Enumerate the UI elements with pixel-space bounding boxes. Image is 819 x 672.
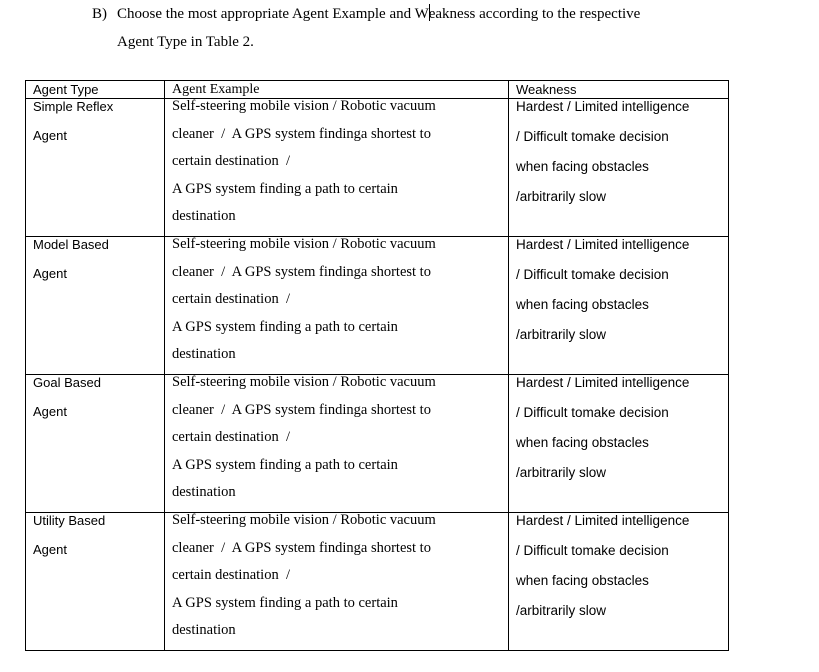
agent-example-cell[interactable] <box>165 513 509 651</box>
weakness-cell[interactable] <box>509 99 729 237</box>
agent-example-line: Self-steering mobile vision / Robotic vacuum <box>172 374 436 390</box>
weakness-line: when facing obstacles <box>516 573 649 588</box>
weakness-line: / Difficult tomake decision <box>516 267 669 282</box>
question-line-1-end: eakness according to the respective <box>428 6 641 22</box>
agent-example-cell[interactable] <box>165 99 509 237</box>
agent-example-line: certain destination / <box>172 567 290 583</box>
agent-example-line: A GPS system finding a path to certain <box>172 456 398 473</box>
question-number: B) <box>92 6 107 22</box>
agent-example-line: destination <box>172 484 236 500</box>
agent-example-line: destination <box>172 622 236 638</box>
weakness-line: / Difficult tomake decision <box>516 405 669 420</box>
agent-example-line: certain destination / <box>172 291 290 307</box>
weakness-cell[interactable] <box>509 237 729 375</box>
agent-type-cell[interactable] <box>26 513 165 651</box>
agent-example-line: destination <box>172 208 236 224</box>
weakness-line: Hardest / Limited intelligence <box>516 375 690 390</box>
agent-type-line: Utility Based <box>33 513 106 528</box>
agent-example-cell[interactable] <box>165 375 509 513</box>
agent-type-line: Agent <box>33 542 67 557</box>
weakness-line: /arbitrarily slow <box>516 603 607 618</box>
weakness-line: when facing obstacles <box>516 297 649 312</box>
agent-example-line: cleaner / A GPS system findinga shortest to <box>172 539 431 556</box>
question-line-1-start: Choose the most appropriate Agent Example and W <box>117 6 429 22</box>
agent-example-line: cleaner / A GPS system findinga shortest to <box>172 263 431 280</box>
agent-example-line: certain destination / <box>172 429 290 445</box>
weakness-line: Hardest / Limited intelligence <box>516 237 690 252</box>
weakness-line: / Difficult tomake decision <box>516 129 669 144</box>
weakness-line: / Difficult tomake decision <box>516 543 669 558</box>
header-weakness: Weakness <box>509 81 729 99</box>
agent-example-line: A GPS system finding a path to certain <box>172 594 398 611</box>
agent-example-cell[interactable] <box>165 237 509 375</box>
agent-example-line: A GPS system finding a path to certain <box>172 180 398 197</box>
agent-example-line: Self-steering mobile vision / Robotic vacuum <box>172 236 436 252</box>
table-row <box>26 513 729 651</box>
agent-example-line: destination <box>172 346 236 362</box>
agent-type-line: Agent <box>33 404 67 419</box>
agent-example-line: Self-steering mobile vision / Robotic vacuum <box>172 512 436 528</box>
weakness-line: /arbitrarily slow <box>516 465 607 480</box>
table-row <box>26 99 729 237</box>
weakness-line: when facing obstacles <box>516 159 649 174</box>
header-agent-type: Agent Type <box>26 81 165 99</box>
weakness-line: Hardest / Limited intelligence <box>516 99 690 114</box>
agent-example-line: A GPS system finding a path to certain <box>172 318 398 335</box>
agent-type-cell[interactable] <box>26 237 165 375</box>
agent-type-line: Goal Based <box>33 375 101 390</box>
weakness-line: /arbitrarily slow <box>516 327 607 342</box>
weakness-line: Hardest / Limited intelligence <box>516 513 690 528</box>
agent-type-line: Agent <box>33 128 67 143</box>
agent-example-line: certain destination / <box>172 153 290 169</box>
agent-table <box>25 80 729 651</box>
question-line-1 <box>92 0 792 28</box>
agent-type-cell[interactable] <box>26 375 165 513</box>
table-row <box>26 375 729 513</box>
header-agent-example: Agent Example <box>165 81 509 99</box>
weakness-line: /arbitrarily slow <box>516 189 607 204</box>
agent-example-line: Self-steering mobile vision / Robotic vacuum <box>172 98 436 114</box>
weakness-cell[interactable] <box>509 375 729 513</box>
agent-example-line: cleaner / A GPS system findinga shortest to <box>172 125 431 142</box>
weakness-line: when facing obstacles <box>516 435 649 450</box>
agent-type-line: Agent <box>33 266 67 281</box>
agent-type-line: Simple Reflex <box>33 99 114 114</box>
question-text <box>92 0 792 56</box>
agent-example-line: cleaner / A GPS system findinga shortest to <box>172 401 431 418</box>
table-row <box>26 237 729 375</box>
question-line-2: Agent Type in Table 2. <box>117 34 254 50</box>
agent-type-cell[interactable] <box>26 99 165 237</box>
weakness-cell[interactable] <box>509 513 729 651</box>
agent-type-line: Model Based <box>33 237 109 252</box>
